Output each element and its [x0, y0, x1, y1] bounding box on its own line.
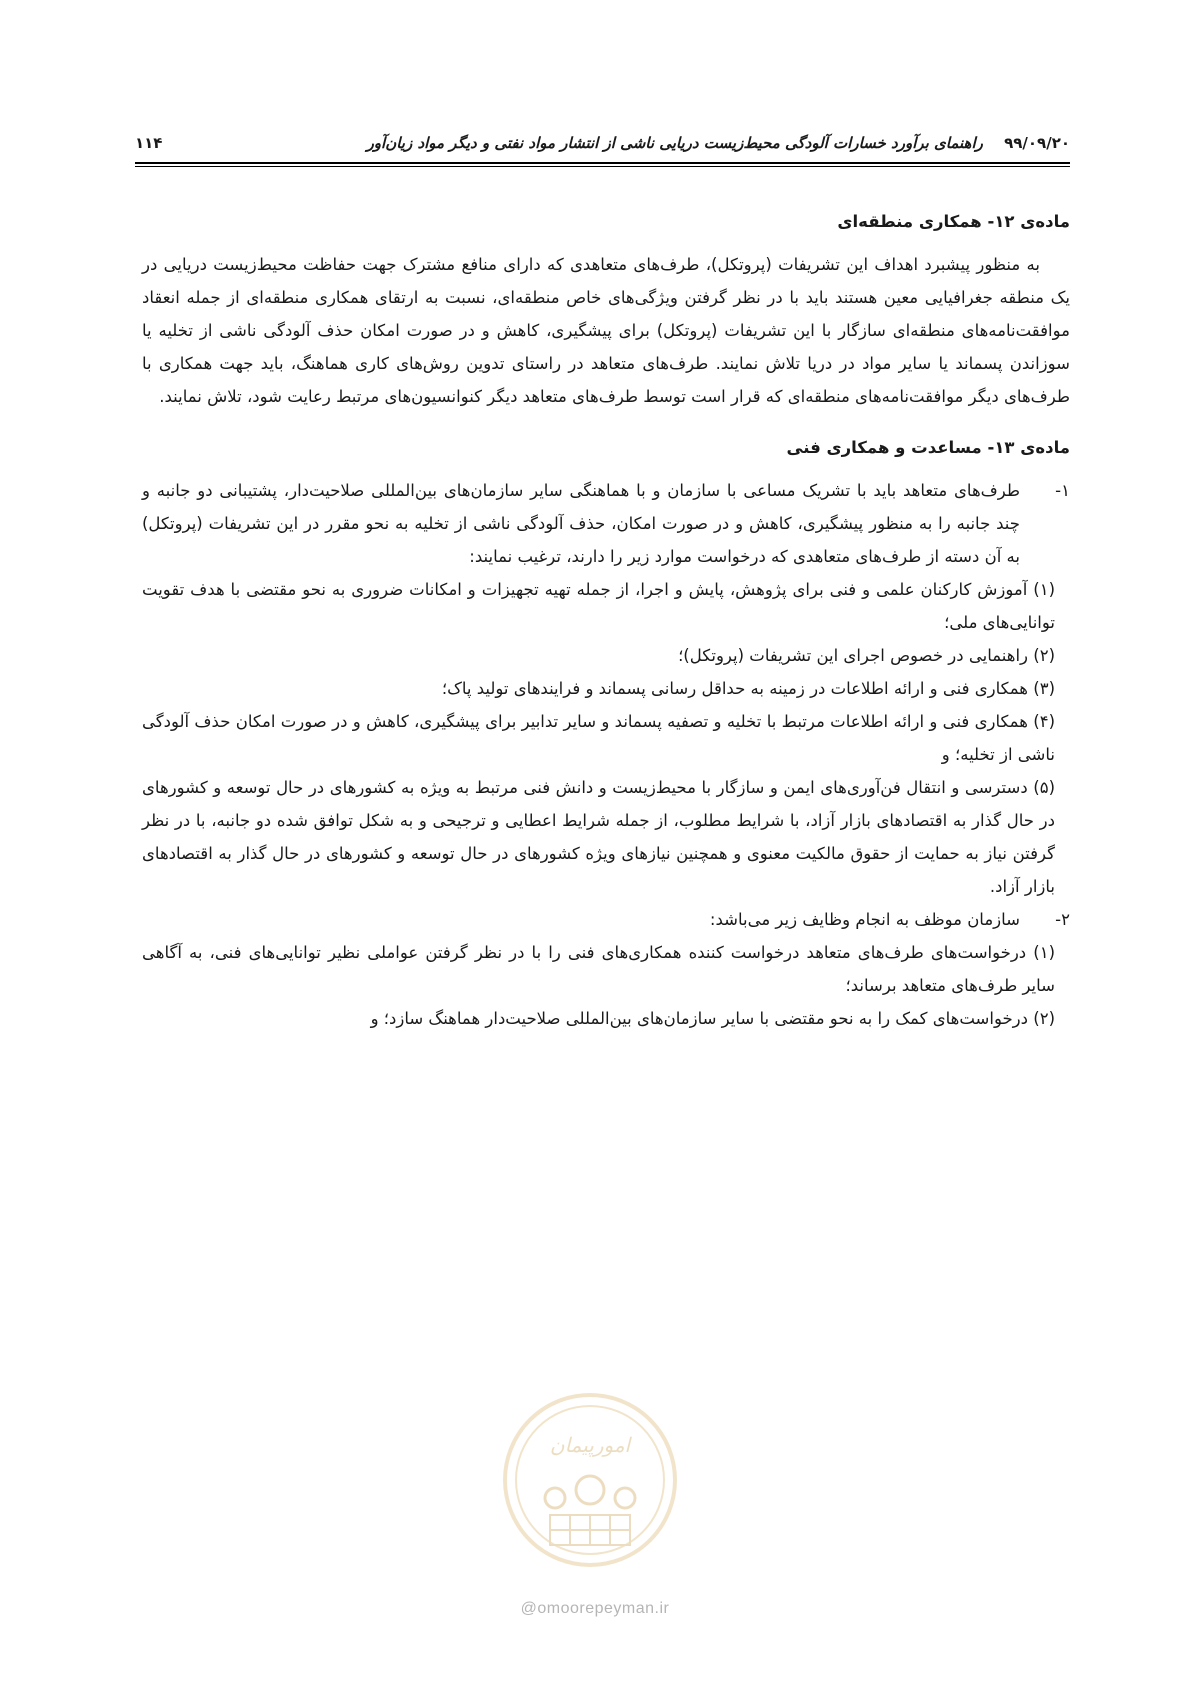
page-number: ۱۱۴ [135, 134, 163, 152]
watermark-url: @omoorepeyman.ir [520, 1600, 670, 1617]
sub-item: (۱) آموزش کارکنان علمی و فنی برای پژوهش، پایش و اجرا، از جمله تهیه تجهیزات و امکانات ضروری به نحو مقتضی با هدف تقویت توانایی‌های ملی؛ [142, 580, 1055, 632]
article-12-heading: ماده‌ی ۱۲- همکاری منطقه‌ای [837, 212, 1070, 231]
article-13-item-2 [142, 903, 1070, 936]
sub-item: (۱) درخواست‌های طرف‌های متعاهد درخواست کننده همکاری‌های فنی را با در نظر گرفتن عواملی نظیر توانایی‌های فنی، به آگاهی سایر طرف‌های متعاهد برساند؛ [142, 943, 1055, 995]
article-13-heading: ماده‌ی ۱۳- مساعدت و همکاری فنی [786, 438, 1070, 457]
header-rule-thin [135, 166, 1070, 167]
document-body [142, 205, 1070, 1035]
sub-item: (۲) راهنمایی در خصوص اجرای این تشریفات (پروتکل)؛ [678, 646, 1055, 665]
sub-item: (۳) همکاری فنی و ارائه اطلاعات در زمینه به حداقل رسانی پسماند و فرایندهای تولید پاک؛ [441, 679, 1055, 698]
sub-item: (۴) همکاری فنی و ارائه اطلاعات مرتبط با تخلیه و تصفیه پسماند و سایر تدابیر برای پیشگیری، کاهش و در صورت امکان حذف آلودگی ناشی از تخلیه؛ و [142, 712, 1055, 764]
item-number: ۱- [1055, 481, 1070, 500]
header-title [367, 134, 1070, 152]
article-12-paragraph: به منظور پیشبرد اهداف این تشریفات (پروتکل)، طرف‌های متعاهدی که دارای منافع مشترک جهت حفاظت محیط‌زیست دریایی در یک منطقه جغرافیایی معین هستند باید با در نظر گرفتن ویژگی‌های خاص منطقه‌ای، نسبت به ارتقای همکاری منطقه‌ای از جمله انعقاد موافقت‌نامه‌های منطقه‌ای سازگار با این تشریفات (پروتکل) برای پیشگیری، کاهش و در صورت امکان حذف آلودگی ناشی از تخلیه یا سوزاندن پسماند یا سایر مواد در دریا تلاش نمایند. طرف‌های متعاهد در راستای تدوین روش‌های کاری هماهنگ، باید جهت همکاری با طرف‌های دیگر موافقت‌نامه‌های منطقه‌ای که قرار است توسط طرف‌های متعاهد دیگر کنوانسیون‌های مرتبط رعایت شود، تلاش نمایند. [142, 255, 1070, 406]
sub-item: (۵) دسترسی و انتقال فن‌آوری‌های ایمن و سازگار با محیط‌زیست و دانش فنی مرتبط به ویژه به کشورهای در حال توسعه و کشورهای در حال گذار به اقتصادهای بازار آزاد، با شرایط مطلوب، از جمله شرایط اعطایی و ترجیحی و به شکل توافق شده دو جانبه، با در نظر گرفتن نیاز به حمایت از حقوق مالکیت معنوی و همچنین نیازهای ویژه کشورهای در حال توسعه و کشورهای در حال گذار به اقتصادهای بازار آزاد. [142, 778, 1055, 896]
item-text: طرف‌های متعاهد باید با تشریک مساعی با سازمان و با هماهنگی سایر سازمان‌های بین‌المللی صلاحیت‌دار، پشتیبانی دو جانبه و چند جانبه را به منظور پیشگیری، کاهش و در صورت امکان، حذف آلودگی ناشی از تخلیه به نحو مقرر در این تشریفات (پروتکل) به آن دسته از طرف‌های متعاهدی که درخواست موارد زیر را دارند، ترغیب نمایند: [142, 481, 1020, 566]
page-header [135, 130, 1070, 160]
header-date: ۹۹/۰۹/۲۰ [1004, 134, 1070, 152]
article-13-item-1 [142, 474, 1070, 573]
item-number: ۲- [1055, 910, 1070, 929]
sub-item: (۲) درخواست‌های کمک را به نحو مقتضی با سایر سازمان‌های بین‌المللی صلاحیت‌دار هماهنگ سازد؛ و [370, 1009, 1055, 1028]
header-rule-thick [135, 162, 1070, 164]
header-title-text: راهنمای برآورد خسارات آلودگی محیط‌زیست دریایی ناشی از انتشار مواد نفتی و دیگر مواد زیان‌آور [366, 134, 983, 152]
item-text: سازمان موظف به انجام وظایف زیر می‌باشد: [709, 910, 1020, 929]
watermark-logo-text: امورپیمان [549, 1433, 631, 1457]
watermark-logo-icon [500, 1390, 680, 1570]
